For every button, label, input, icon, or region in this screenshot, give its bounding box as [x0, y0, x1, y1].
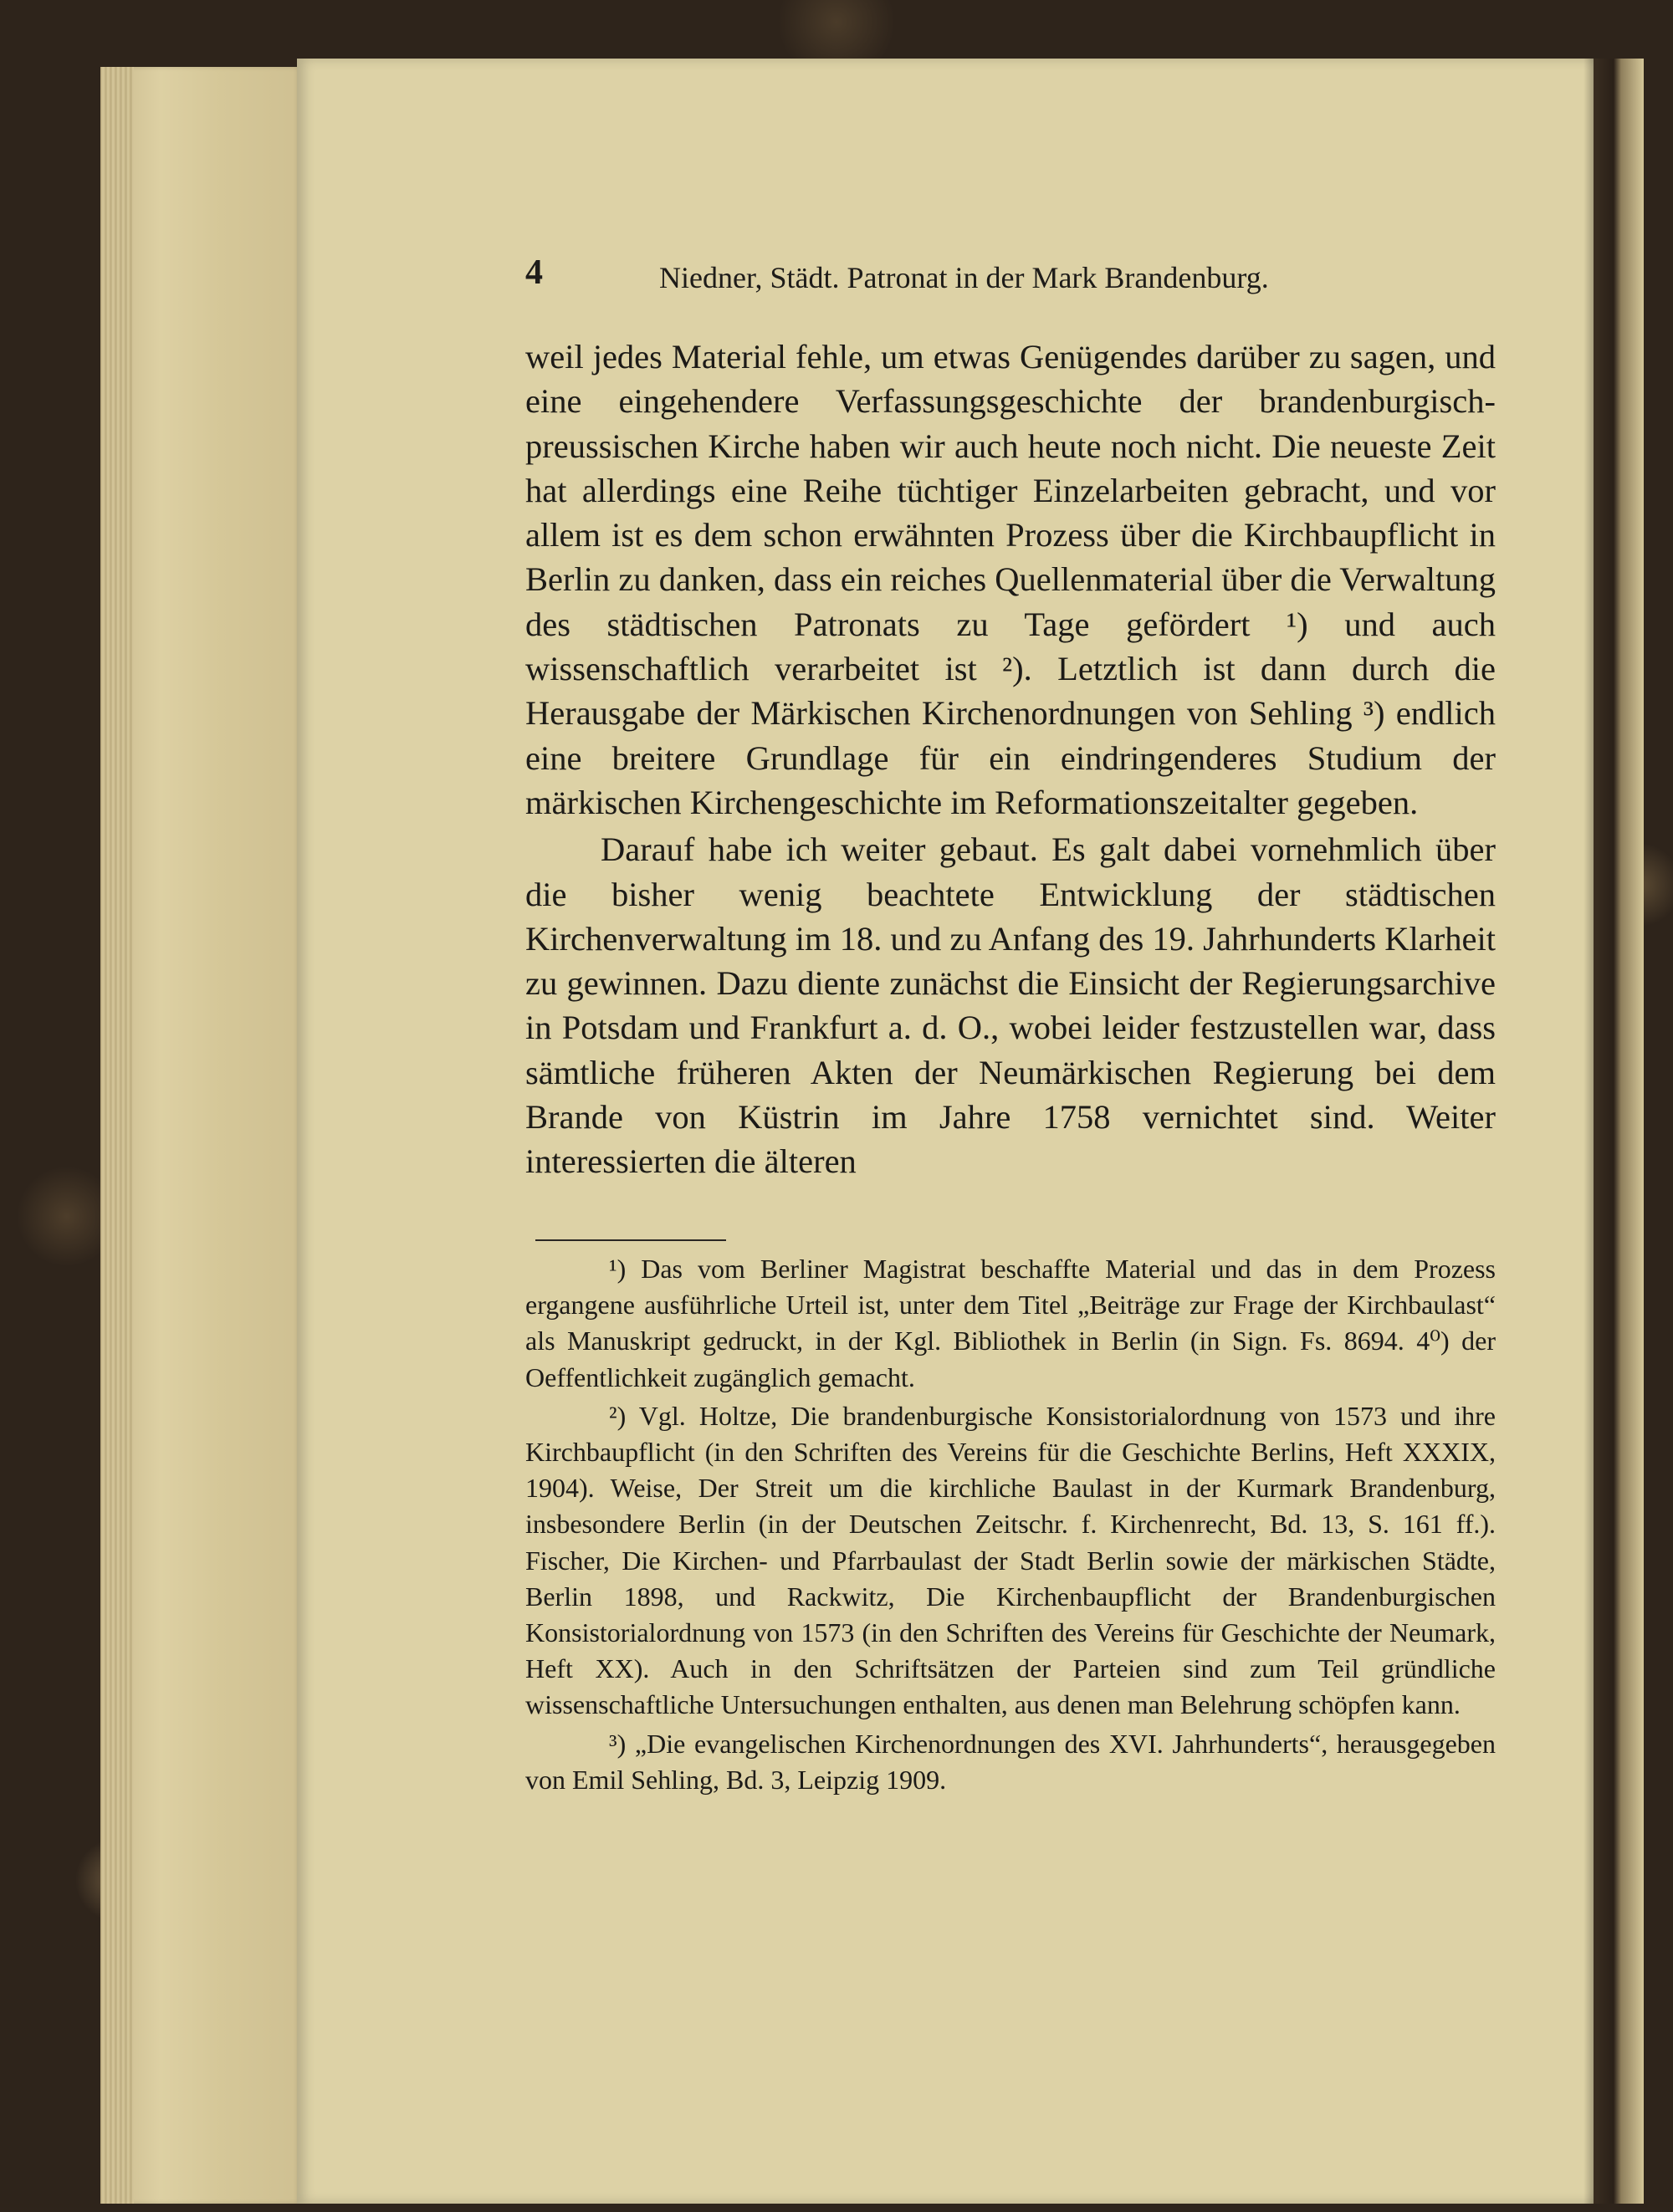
page-edges — [100, 67, 301, 2204]
page-number: 4 — [525, 253, 543, 292]
main-text — [525, 335, 1496, 1184]
page-fold-shadow — [1583, 59, 1594, 2204]
footnote-2: ²) Vgl. Holtze, Die brandenburgische Konsistorialordnung von 1573 und ihre Kirchbaupflicht (in den Schriften des Vereins für die Geschichte Berlins, Heft XXXIX, 1904). Weise, Der Streit um die kirchliche Baulast in der Kurmark Brandenburg, insbesondere Berlin (in der Deutschen Zeitschr. f. Kirchenrecht, Bd. 13, S. 161 ff.). Fischer, Die Kirchen- und Pfarrbaulast der Stadt Berlin sowie der märkischen Städte, Berlin 1898, und Rackwitz, Die Kirchenbaupflicht der Brandenburgischen Konsistorialordnung von 1573 (in den Schriften des Vereins für Geschichte der Neumark, Heft XX). Auch in den Schriftsätzen der Parteien sind zum Teil gründliche wissenschaftliche Untersuchungen enthalten, aus denen man Belehrung schöpfen kann. — [525, 1400, 1496, 1720]
footnote-3: ³) „Die evangelischen Kirchenordnungen des XVI. Jahrhunderts“, herausgegeben von Emil Sehling, Bd. 3, Leipzig 1909. — [525, 1728, 1496, 1795]
footnote-rule — [535, 1239, 726, 1241]
footnotes — [525, 1251, 1496, 1798]
paragraph-2: Darauf habe ich weiter gebaut. Es galt dabei vornehmlich über die bisher wenig beachtete Entwicklung der städtischen Kirchenverwaltung im 18. und zu Anfang des 19. Jahrhunderts Klarheit zu gewinnen. Dazu diente zunächst die Einsicht der Regierungsarchive in Potsdam und Frankfurt a. d. O., wobei leider festzustellen war, dass sämtliche früheren Akten der Neumärkischen Regierung bei dem Brande von Küstrin im Jahre 1758 vernichtet sind. Weiter interessierten die älteren — [525, 830, 1496, 1181]
running-title: Niedner, Städt. Patronat in der Mark Brandenburg. — [659, 261, 1269, 294]
book-gutter — [1594, 59, 1644, 2204]
paragraph-1: weil jedes Material fehle, um etwas Genügendes darüber zu sagen, und eine eingehendere Verfassungsgeschichte der brandenburgisch-preussischen Kirche haben wir auch heute noch nicht. Die neueste Zeit hat allerdings eine Reihe tüchtiger Einzelarbeiten gebracht, und vor allem ist es dem schon erwähnten Prozess über die Kirchbaupflicht in Berlin zu danken, dass ein reiches Quellenmaterial über die Verwaltung des städtischen Patronats zu Tage gefördert ¹) und auch wissenschaftlich verarbeitet ist ²). Letztlich ist dann durch die Herausgabe der Märkischen Kirchenordnungen von Sehling ³) endlich eine breitere Grundlage für ein eindringenderes Studium der märkischen Kirchengeschichte im Reformationszeitalter gegeben. — [525, 338, 1496, 821]
footnote-1: ¹) Das vom Berliner Magistrat beschaffte Material und das in dem Prozess ergangene ausführliche Urteil ist, unter dem Titel „Beiträge zur Frage der Kirchbaulast“ als Manuskript gedruckt, in der Kgl. Bibliothek in Berlin (in Sign. Fs. 8694. 4⁰) der Oeffentlichkeit zugänglich gemacht. — [525, 1254, 1496, 1392]
